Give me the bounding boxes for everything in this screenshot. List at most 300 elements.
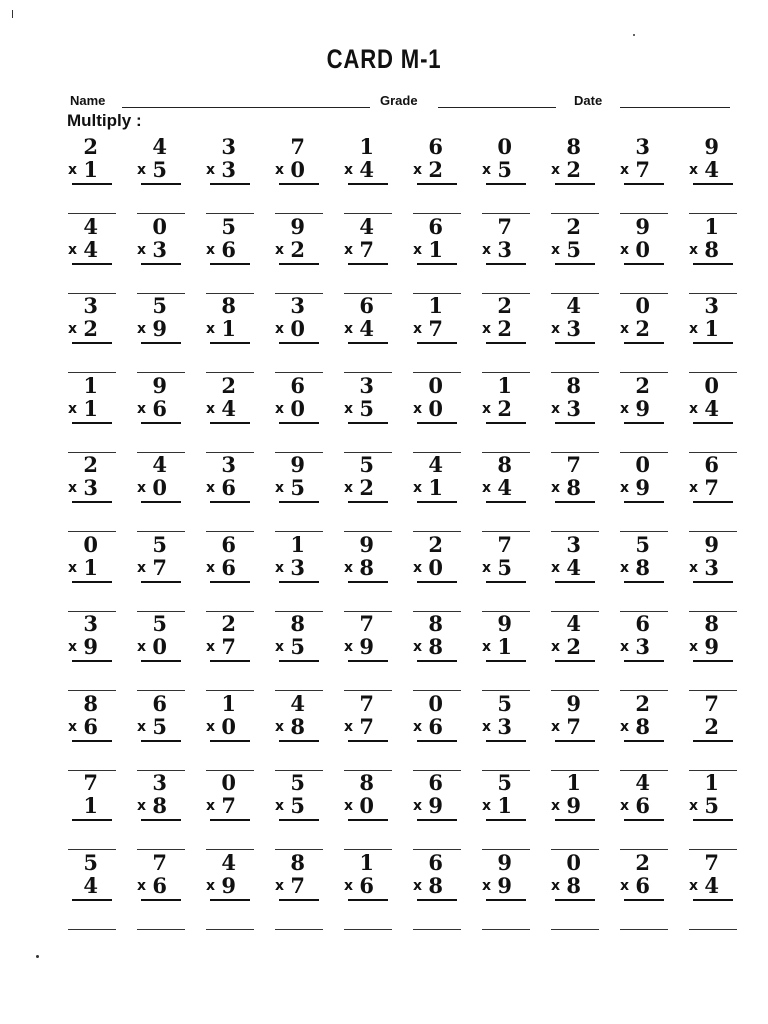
multiply-sign-icon: x bbox=[482, 321, 492, 337]
multiplier: 5 bbox=[290, 475, 305, 500]
multiplier: 1 bbox=[221, 316, 236, 341]
multiply-sign-icon: x bbox=[413, 718, 423, 735]
multiply-sign-icon: x bbox=[551, 718, 561, 735]
sum-rule bbox=[279, 899, 319, 901]
multiplier: 2 bbox=[290, 236, 305, 262]
multiplicand: 3 bbox=[704, 293, 719, 318]
multiply-sign-icon: x bbox=[344, 162, 354, 178]
multiplier: 2 bbox=[497, 395, 512, 421]
multiplicand: 1 bbox=[704, 213, 719, 239]
multiplier: 8 bbox=[428, 634, 443, 659]
multiply-sign-icon: x bbox=[413, 639, 423, 655]
answer-line[interactable] bbox=[137, 929, 185, 930]
sum-rule bbox=[417, 660, 457, 662]
multiplicand: 9 bbox=[704, 134, 719, 159]
multiplicand: 5 bbox=[635, 531, 650, 557]
multiplier: 9 bbox=[566, 793, 581, 818]
multiplier: 1 bbox=[83, 395, 98, 421]
multiplication-problem bbox=[56, 213, 116, 294]
multiplier: 0 bbox=[290, 157, 305, 182]
multiply-sign-icon: x bbox=[482, 639, 492, 655]
sum-rule bbox=[141, 581, 181, 583]
multiplication-problem bbox=[332, 454, 392, 532]
multiplication-problem bbox=[56, 613, 116, 691]
multiplicand: 4 bbox=[221, 849, 236, 875]
sum-rule bbox=[141, 422, 181, 424]
multiplicand: 9 bbox=[359, 531, 374, 557]
multiplier: 3 bbox=[704, 554, 719, 580]
answer-line[interactable] bbox=[551, 929, 599, 930]
multiply-sign-icon: x bbox=[68, 241, 78, 258]
grade-label: Grade bbox=[380, 93, 418, 108]
multiplication-problem bbox=[125, 531, 185, 612]
multiplication-problem bbox=[125, 295, 185, 373]
multiplicand: 4 bbox=[428, 452, 443, 477]
sum-rule bbox=[417, 263, 457, 265]
multiply-sign-icon: x bbox=[551, 877, 561, 894]
multiply-sign-icon: x bbox=[689, 241, 699, 258]
multiplication-problem bbox=[194, 849, 254, 930]
multiply-sign-icon: x bbox=[551, 480, 561, 496]
multiplicand: 2 bbox=[83, 452, 98, 477]
multiplicand: 1 bbox=[359, 849, 374, 875]
multiplier: 9 bbox=[497, 872, 512, 898]
multiplicand: 5 bbox=[497, 770, 512, 795]
multiplicand: 3 bbox=[221, 134, 236, 159]
sum-rule bbox=[693, 581, 733, 583]
multiply-sign-icon: x bbox=[413, 480, 423, 496]
multiplier: 5 bbox=[152, 713, 167, 739]
multiply-sign-icon: x bbox=[344, 798, 354, 814]
sum-rule bbox=[417, 740, 457, 742]
multiplication-problem bbox=[401, 613, 461, 691]
multiply-sign-icon: x bbox=[620, 400, 630, 417]
multiplier: 1 bbox=[428, 236, 443, 262]
multiplication-problem bbox=[470, 772, 530, 850]
multiplication-problem bbox=[56, 849, 116, 930]
sum-rule bbox=[693, 740, 733, 742]
answer-line[interactable] bbox=[206, 929, 254, 930]
multiplicand: 1 bbox=[704, 770, 719, 795]
answer-line[interactable] bbox=[689, 929, 737, 930]
multiplicand: 9 bbox=[704, 531, 719, 557]
sum-rule bbox=[555, 263, 595, 265]
multiplier: 8 bbox=[428, 872, 443, 898]
multiply-sign-icon: x bbox=[275, 639, 285, 655]
multiplicand: 9 bbox=[290, 213, 305, 239]
multiplication-problem bbox=[677, 849, 737, 930]
multiply-sign-icon: x bbox=[206, 718, 216, 735]
sum-rule bbox=[348, 183, 388, 185]
multiplier: 8 bbox=[359, 554, 374, 580]
multiply-sign-icon: x bbox=[482, 400, 492, 417]
sum-rule bbox=[72, 422, 112, 424]
answer-line[interactable] bbox=[482, 929, 530, 930]
multiplicand: 2 bbox=[428, 531, 443, 557]
multiplicand: 5 bbox=[497, 690, 512, 716]
multiplicand: 8 bbox=[566, 134, 581, 159]
multiplication-problem bbox=[263, 213, 323, 294]
multiply-sign-icon: x bbox=[68, 400, 78, 417]
multiplier: 0 bbox=[635, 236, 650, 262]
sum-rule bbox=[348, 581, 388, 583]
multiplicand: 6 bbox=[290, 372, 305, 398]
multiply-sign-icon: x bbox=[413, 162, 423, 178]
multiplication-problem bbox=[125, 136, 185, 214]
multiply-sign-icon: x bbox=[137, 718, 147, 735]
multiplication-problem bbox=[470, 295, 530, 373]
multiplicand: 6 bbox=[428, 849, 443, 875]
sum-rule bbox=[486, 263, 526, 265]
multiplication-problem bbox=[677, 213, 737, 294]
multiply-sign-icon: x bbox=[344, 559, 354, 576]
multiplication-problem bbox=[194, 531, 254, 612]
multiplicand: 9 bbox=[497, 611, 512, 636]
multiplicand: 3 bbox=[290, 293, 305, 318]
multiplication-problem bbox=[608, 372, 668, 453]
multiplication-problem bbox=[263, 531, 323, 612]
multiplier: 8 bbox=[290, 713, 305, 739]
multiplication-problem bbox=[608, 531, 668, 612]
multiplication-problem bbox=[194, 454, 254, 532]
multiply-sign-icon: x bbox=[482, 480, 492, 496]
multiplier: 3 bbox=[566, 316, 581, 341]
grade-line[interactable] bbox=[438, 107, 556, 108]
answer-line[interactable] bbox=[413, 929, 461, 930]
sum-rule bbox=[210, 581, 250, 583]
multiplication-problem bbox=[470, 690, 530, 771]
multiply-sign-icon: x bbox=[620, 559, 630, 576]
multiplication-problem bbox=[125, 613, 185, 691]
multiplicand: 3 bbox=[635, 134, 650, 159]
multiplier: 7 bbox=[635, 157, 650, 182]
multiplier: 7 bbox=[428, 316, 443, 341]
multiplicand: 3 bbox=[152, 770, 167, 795]
multiplier: 4 bbox=[83, 872, 98, 898]
multiply-sign-icon: x bbox=[275, 480, 285, 496]
multiplication-problem bbox=[608, 295, 668, 373]
sum-rule bbox=[141, 740, 181, 742]
multiplication-problem bbox=[263, 136, 323, 214]
multiplicand: 0 bbox=[428, 690, 443, 716]
multiplication-problem bbox=[332, 295, 392, 373]
multiply-sign-icon: x bbox=[482, 718, 492, 735]
multiply-sign-icon: x bbox=[137, 877, 147, 894]
answer-line[interactable] bbox=[275, 929, 323, 930]
multiplicand: 8 bbox=[290, 611, 305, 636]
multiplier: 2 bbox=[83, 316, 98, 341]
multiply-sign-icon: x bbox=[620, 877, 630, 894]
multiplier: 2 bbox=[497, 316, 512, 341]
multiplicand: 0 bbox=[635, 293, 650, 318]
multiplier: 8 bbox=[635, 554, 650, 580]
multiplication-problem bbox=[125, 849, 185, 930]
multiplicand: 6 bbox=[428, 770, 443, 795]
sum-rule bbox=[348, 342, 388, 344]
multiplicand: 1 bbox=[428, 293, 443, 318]
multiplication-problem bbox=[56, 136, 116, 214]
multiplicand: 1 bbox=[221, 690, 236, 716]
multiply-sign-icon: x bbox=[206, 241, 216, 258]
multiplier: 9 bbox=[704, 634, 719, 659]
multiplicand: 3 bbox=[83, 611, 98, 636]
multiplicand: 1 bbox=[359, 134, 374, 159]
multiply-sign-icon: x bbox=[620, 798, 630, 814]
sum-rule bbox=[210, 342, 250, 344]
multiplier: 2 bbox=[566, 634, 581, 659]
multiplier: 2 bbox=[566, 157, 581, 182]
multiplication-problem bbox=[194, 613, 254, 691]
multiplier: 8 bbox=[704, 236, 719, 262]
sum-rule bbox=[72, 263, 112, 265]
multiplicand: 8 bbox=[359, 770, 374, 795]
multiplier: 6 bbox=[152, 395, 167, 421]
sum-rule bbox=[417, 581, 457, 583]
multiplication-problem bbox=[125, 454, 185, 532]
sum-rule bbox=[279, 263, 319, 265]
multiplicand: 6 bbox=[152, 690, 167, 716]
multiplicand: 0 bbox=[221, 770, 236, 795]
sum-rule bbox=[693, 660, 733, 662]
sum-rule bbox=[141, 263, 181, 265]
multiplication-problem bbox=[56, 531, 116, 612]
multiplication-problem bbox=[401, 454, 461, 532]
multiplication-problem bbox=[401, 690, 461, 771]
sum-rule bbox=[624, 263, 664, 265]
multiply-sign-icon: x bbox=[689, 321, 699, 337]
multiply-sign-icon: x bbox=[413, 241, 423, 258]
multiplicand: 0 bbox=[152, 213, 167, 239]
multiply-sign-icon: x bbox=[344, 877, 354, 894]
multiplier: 9 bbox=[635, 395, 650, 421]
sum-rule bbox=[279, 183, 319, 185]
multiplicand: 7 bbox=[704, 690, 719, 716]
answer-line[interactable] bbox=[68, 929, 116, 930]
multiplication-problem bbox=[608, 849, 668, 930]
sum-rule bbox=[348, 422, 388, 424]
answer-line[interactable] bbox=[620, 929, 668, 930]
sum-rule bbox=[279, 740, 319, 742]
sum-rule bbox=[486, 183, 526, 185]
multiplier: 9 bbox=[359, 634, 374, 659]
sum-rule bbox=[279, 422, 319, 424]
multiplicand: 2 bbox=[566, 213, 581, 239]
multiplier: 1 bbox=[83, 793, 98, 818]
answer-line[interactable] bbox=[344, 929, 392, 930]
multiplier: 1 bbox=[704, 316, 719, 341]
sum-rule bbox=[417, 899, 457, 901]
multiplicand: 2 bbox=[635, 690, 650, 716]
multiplication-problem bbox=[677, 136, 737, 214]
multiply-sign-icon: x bbox=[206, 559, 216, 576]
date-line[interactable] bbox=[620, 107, 730, 108]
multiply-sign-icon: x bbox=[344, 480, 354, 496]
sum-rule bbox=[348, 819, 388, 821]
multiplier: 7 bbox=[566, 713, 581, 739]
multiply-sign-icon: x bbox=[620, 718, 630, 735]
multiplication-problem bbox=[263, 772, 323, 850]
multiplication-problem bbox=[539, 295, 599, 373]
multiplier: 0 bbox=[221, 713, 236, 739]
sum-rule bbox=[624, 740, 664, 742]
multiply-sign-icon: x bbox=[137, 162, 147, 178]
multiplicand: 1 bbox=[290, 531, 305, 557]
scan-speck bbox=[36, 955, 39, 958]
multiplier: 6 bbox=[635, 872, 650, 898]
name-line[interactable] bbox=[122, 107, 370, 108]
multiply-sign-icon: x bbox=[413, 400, 423, 417]
multiplier: 3 bbox=[635, 634, 650, 659]
sum-rule bbox=[555, 660, 595, 662]
multiplication-problem bbox=[401, 295, 461, 373]
multiplication-problem bbox=[539, 690, 599, 771]
multiplication-problem bbox=[401, 849, 461, 930]
multiply-sign-icon: x bbox=[206, 480, 216, 496]
multiplier: 8 bbox=[566, 475, 581, 500]
multiplication-problem bbox=[263, 372, 323, 453]
multiply-sign-icon: x bbox=[413, 877, 423, 894]
sum-rule bbox=[693, 899, 733, 901]
multiplication-problem bbox=[332, 531, 392, 612]
multiplicand: 0 bbox=[497, 134, 512, 159]
sum-rule bbox=[348, 660, 388, 662]
sum-rule bbox=[693, 183, 733, 185]
multiply-sign-icon: x bbox=[344, 400, 354, 417]
multiplication-problem bbox=[56, 372, 116, 453]
sum-rule bbox=[72, 183, 112, 185]
multiplicand: 6 bbox=[428, 213, 443, 239]
multiplicand: 9 bbox=[290, 452, 305, 477]
multiplicand: 8 bbox=[83, 690, 98, 716]
multiplication-problem bbox=[470, 372, 530, 453]
multiplication-problem bbox=[401, 531, 461, 612]
multiplicand: 4 bbox=[566, 293, 581, 318]
multiplication-problem bbox=[539, 613, 599, 691]
multiplier: 3 bbox=[290, 554, 305, 580]
multiplication-problem bbox=[608, 136, 668, 214]
multiplication-problem bbox=[401, 772, 461, 850]
multiply-sign-icon: x bbox=[551, 241, 561, 258]
multiplicand: 8 bbox=[566, 372, 581, 398]
sum-rule bbox=[348, 899, 388, 901]
sum-rule bbox=[279, 501, 319, 503]
multiply-sign-icon: x bbox=[689, 559, 699, 576]
multiplicand: 3 bbox=[83, 293, 98, 318]
multiply-sign-icon: x bbox=[413, 321, 423, 337]
multiplicand: 4 bbox=[152, 134, 167, 159]
multiplier: 5 bbox=[497, 157, 512, 182]
multiplication-problem bbox=[677, 613, 737, 691]
multiplication-problem bbox=[332, 613, 392, 691]
multiplicand: 8 bbox=[428, 611, 443, 636]
sum-rule bbox=[141, 342, 181, 344]
multiplicand: 8 bbox=[290, 849, 305, 875]
multiplicand: 5 bbox=[83, 849, 98, 875]
sum-rule bbox=[624, 660, 664, 662]
sum-rule bbox=[141, 183, 181, 185]
multiplication-problem bbox=[401, 136, 461, 214]
multiplication-problem bbox=[56, 454, 116, 532]
multiply-sign-icon: x bbox=[206, 877, 216, 894]
multiplicand: 2 bbox=[497, 293, 512, 318]
multiplicand: 7 bbox=[359, 611, 374, 636]
multiply-sign-icon: x bbox=[689, 480, 699, 496]
multiplicand: 8 bbox=[221, 293, 236, 318]
multiply-sign-icon: x bbox=[482, 162, 492, 178]
multiply-sign-icon: x bbox=[344, 718, 354, 735]
sum-rule bbox=[624, 581, 664, 583]
multiplication-problem bbox=[125, 213, 185, 294]
sum-rule bbox=[555, 422, 595, 424]
multiplicand: 9 bbox=[152, 372, 167, 398]
multiplication-problem bbox=[194, 295, 254, 373]
sum-rule bbox=[624, 342, 664, 344]
multiply-sign-icon: x bbox=[344, 241, 354, 258]
sum-rule bbox=[417, 501, 457, 503]
multiplication-problem bbox=[194, 213, 254, 294]
multiplication-problem bbox=[332, 372, 392, 453]
multiplicand: 2 bbox=[635, 372, 650, 398]
sum-rule bbox=[210, 501, 250, 503]
multiplier: 4 bbox=[359, 316, 374, 341]
multiplier: 3 bbox=[221, 157, 236, 182]
multiplication-problem bbox=[677, 690, 737, 771]
multiplicand: 4 bbox=[635, 770, 650, 795]
multiplier: 4 bbox=[497, 475, 512, 500]
multiplier: 4 bbox=[566, 554, 581, 580]
multiply-sign-icon: x bbox=[137, 559, 147, 576]
sum-rule bbox=[210, 660, 250, 662]
multiplication-problem bbox=[608, 690, 668, 771]
multiplier: 5 bbox=[497, 554, 512, 580]
multiplier: 6 bbox=[221, 554, 236, 580]
multiplicand: 2 bbox=[221, 372, 236, 398]
multiplication-problem bbox=[263, 454, 323, 532]
multiply-sign-icon: x bbox=[551, 639, 561, 655]
sum-rule bbox=[555, 501, 595, 503]
sum-rule bbox=[486, 501, 526, 503]
multiplicand: 7 bbox=[497, 531, 512, 557]
multiplier: 1 bbox=[497, 793, 512, 818]
sum-rule bbox=[417, 342, 457, 344]
multiplication-problem bbox=[401, 213, 461, 294]
multiplier: 2 bbox=[359, 475, 374, 500]
multiplication-problem bbox=[125, 372, 185, 453]
multiplier: 6 bbox=[359, 872, 374, 898]
multiply-sign-icon: x bbox=[689, 400, 699, 417]
sum-rule bbox=[72, 581, 112, 583]
multiply-sign-icon: x bbox=[551, 400, 561, 417]
multiplication-problem bbox=[470, 454, 530, 532]
multiplicand: 7 bbox=[152, 849, 167, 875]
sum-rule bbox=[210, 740, 250, 742]
multiplicand: 0 bbox=[428, 372, 443, 398]
multiplicand: 5 bbox=[221, 213, 236, 239]
multiplier: 5 bbox=[152, 157, 167, 182]
sum-rule bbox=[72, 740, 112, 742]
sum-rule bbox=[72, 342, 112, 344]
multiplicand: 2 bbox=[83, 134, 98, 159]
date-label: Date bbox=[574, 93, 603, 108]
multiplication-problem bbox=[539, 849, 599, 930]
sum-rule bbox=[486, 342, 526, 344]
student-info-fields bbox=[70, 93, 740, 111]
multiplication-problem bbox=[263, 295, 323, 373]
multiplicand: 6 bbox=[704, 452, 719, 477]
multiplication-problem bbox=[470, 531, 530, 612]
sum-rule bbox=[555, 899, 595, 901]
multiplicand: 7 bbox=[497, 213, 512, 239]
